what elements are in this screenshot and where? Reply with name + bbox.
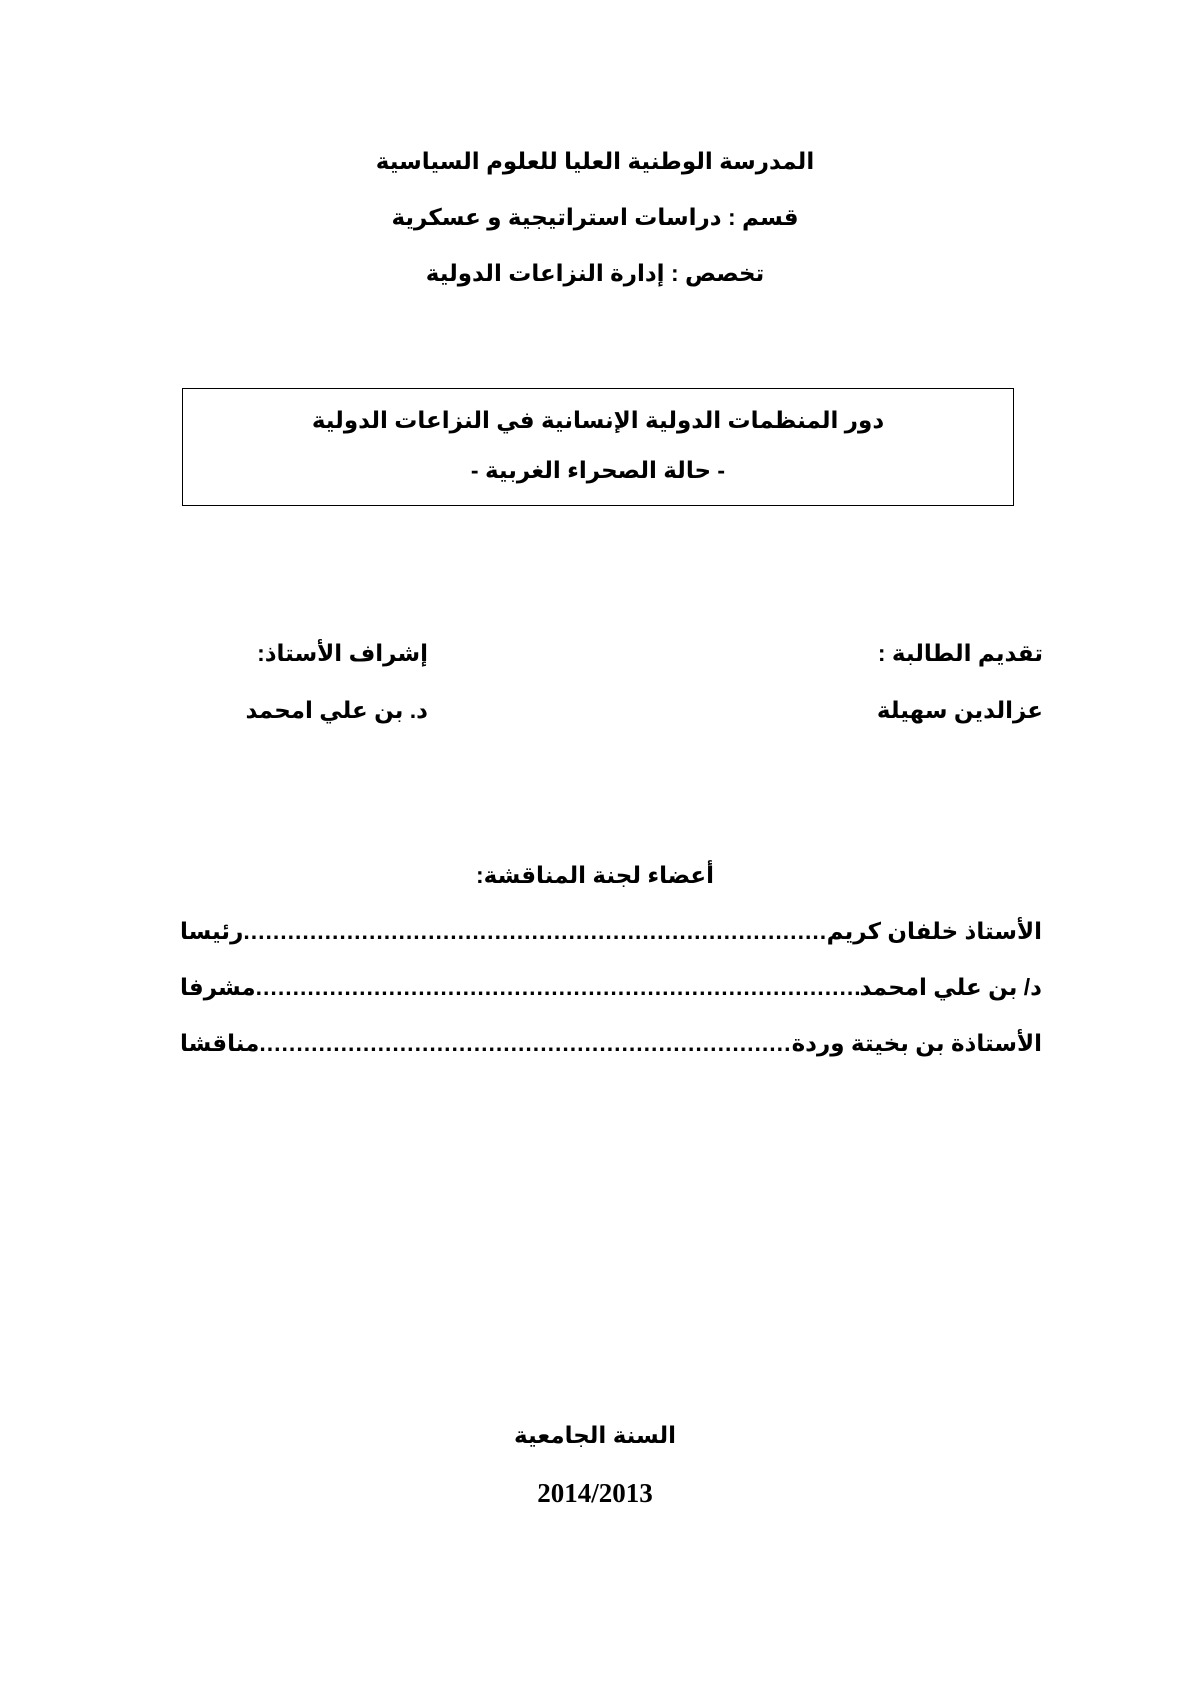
specialty-name: تخصص : إدارة النزاعات الدولية xyxy=(425,260,765,286)
student-name: عزالدين سهيلة xyxy=(876,697,1043,723)
committee-member-role: مشرفا xyxy=(180,974,256,1000)
committee-member-name: الأستاذ خلفان كريم xyxy=(826,918,1042,944)
dot-leader xyxy=(259,1030,791,1057)
committee-member-name: د/ بن علي امحمد xyxy=(859,974,1042,1000)
committee-heading: أعضاء لجنة المناقشة: xyxy=(475,862,715,888)
committee-member-row xyxy=(180,974,1042,1006)
committee-member-row xyxy=(180,1030,1042,1062)
supervisor-name: د. بن علي امحمد xyxy=(245,697,428,723)
thesis-subtitle: - حالة الصحراء الغربية - xyxy=(470,457,726,483)
student-label: تقديم الطالبة : xyxy=(877,640,1043,666)
school-name: المدرسة الوطنية العليا للعلوم السياسية xyxy=(375,148,815,174)
dot-leader xyxy=(256,974,860,1001)
committee-member-row xyxy=(180,918,1042,950)
committee-member-role: رئيسا xyxy=(180,918,244,944)
thesis-title-box xyxy=(182,388,1014,506)
academic-year-label: السنة الجامعية xyxy=(514,1422,676,1448)
committee-member-role: مناقشا xyxy=(180,1030,260,1056)
supervisor-label: إشراف الأستاذ: xyxy=(257,640,428,666)
thesis-title: دور المنظمات الدولية الإنسانية في النزاعات الدولية xyxy=(311,407,885,433)
dot-leader xyxy=(243,918,826,945)
academic-year-value: 2014/2013 xyxy=(537,1478,653,1508)
committee-member-name: الأستاذة بن بخيتة وردة xyxy=(791,1030,1042,1056)
department-name: قسم : دراسات استراتيجية و عسكرية xyxy=(391,204,799,230)
